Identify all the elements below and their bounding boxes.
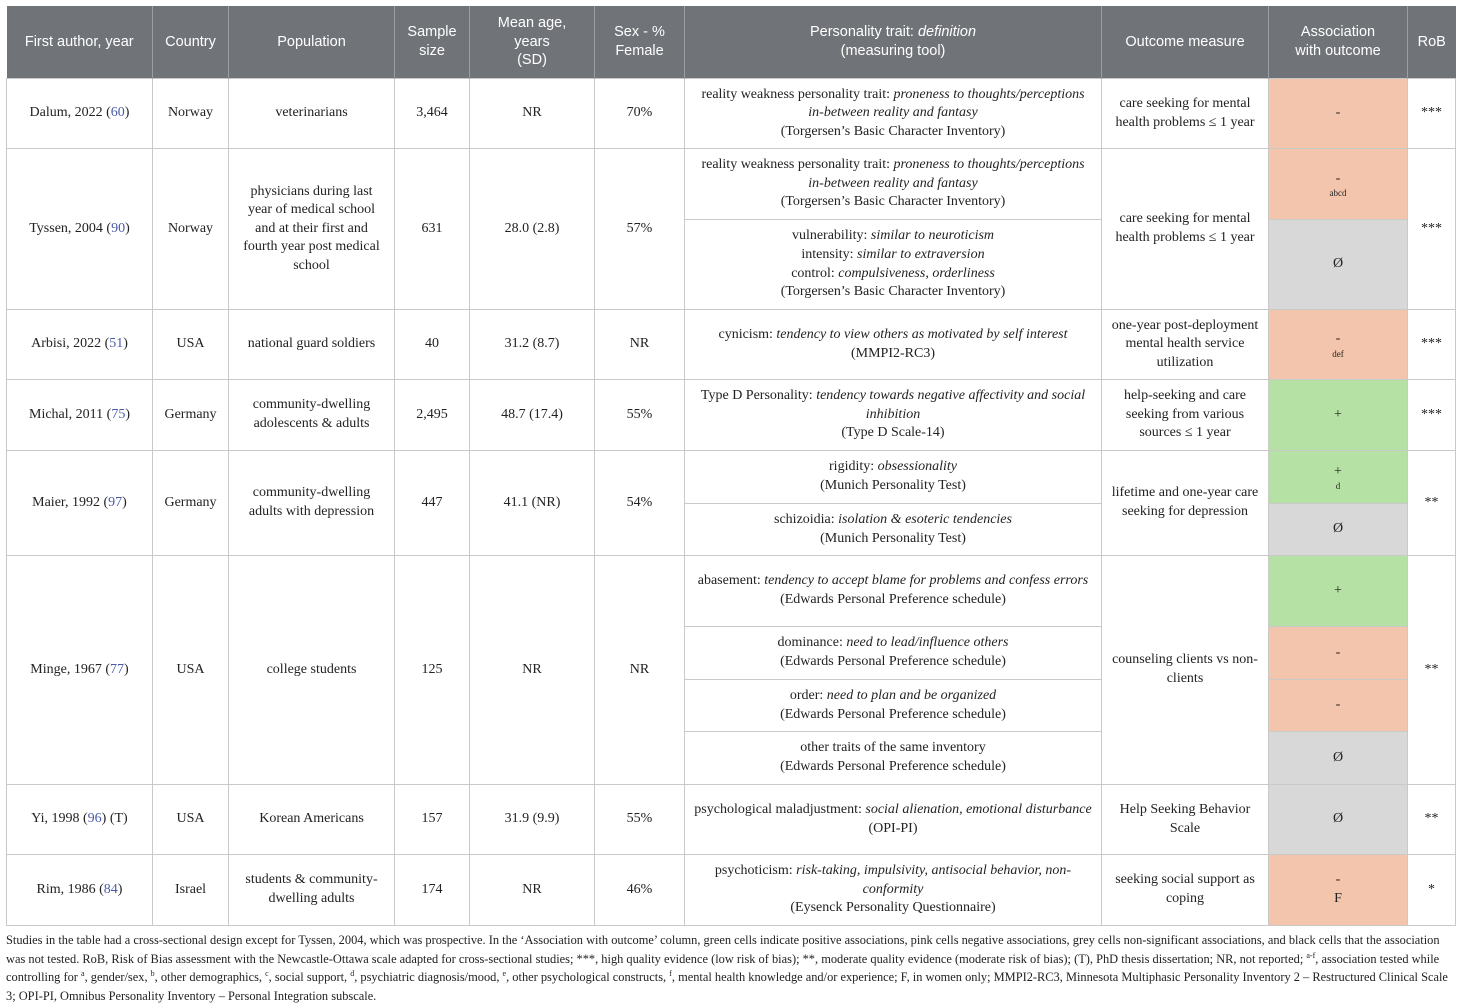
header-assoc-line-2: with outcome [1295, 43, 1381, 59]
trait-tool: (MMPI2-RC3) [850, 345, 935, 361]
author-suffix: ) [124, 661, 129, 677]
cell-outcome: seeking social support as coping [1102, 855, 1269, 926]
header-row [7, 6, 1456, 79]
cell-country: Norway [153, 79, 229, 149]
association-symbol: Ø [1332, 811, 1344, 827]
cell-association [1269, 380, 1408, 451]
cell-age: 31.9 (9.9) [470, 785, 595, 855]
cell-trait [685, 380, 1102, 451]
footnote-superscript: b [150, 969, 155, 979]
association-symbol: - [1335, 331, 1341, 347]
footnote-superscript: c [265, 969, 269, 979]
cell-sample: 3,464 [395, 79, 470, 149]
trait-name: psychoticism: [714, 863, 797, 879]
trait-tool: (OPI-PI) [868, 820, 918, 836]
table-row [7, 79, 1456, 149]
association-symbol: - [1335, 105, 1341, 121]
trait-name: rigidity: [829, 459, 878, 475]
cell-population: students & community-dwelling adults [229, 855, 395, 926]
trait-line [693, 387, 1093, 424]
cell-age: 31.2 (8.7) [470, 310, 595, 380]
trait-line [693, 326, 1093, 345]
cell-country: Germany [153, 451, 229, 556]
association-symbol: + [1334, 406, 1342, 422]
association-note: F [1334, 891, 1342, 906]
trait-tool: (Munich Personality Test) [820, 478, 966, 493]
cell-association [1269, 627, 1408, 680]
reference-number: 84 [103, 881, 118, 897]
cell-sex: 57% [595, 149, 685, 310]
trait-definition: similar to extraversion [857, 246, 985, 262]
table-row [7, 310, 1456, 380]
cell-sample: 2,495 [395, 380, 470, 451]
cell-trait [685, 627, 1102, 680]
footnote-superscript: a-f [1306, 950, 1316, 960]
author-suffix: ) [125, 220, 130, 236]
cell-outcome: one-year post-deployment mental health service utilization [1102, 310, 1269, 380]
cell-rob: ** [1408, 451, 1456, 556]
cell-trait [685, 504, 1102, 556]
cell-population: college students [229, 556, 395, 785]
trait-name: order: [789, 687, 827, 703]
trait-tool: (Munich Personality Test) [820, 530, 966, 546]
cell-author [7, 855, 153, 926]
cell-rob: *** [1408, 380, 1456, 451]
header-sample-line-2: size [419, 43, 445, 59]
cell-trait [685, 732, 1102, 785]
table-row [7, 855, 1456, 926]
trait-definition: similar to neuroticism [870, 228, 995, 244]
association-symbol: - [1335, 872, 1341, 888]
author-suffix: ) [123, 336, 128, 352]
association-symbol: - [1335, 697, 1341, 713]
header-trait [685, 6, 1102, 79]
reference-number: 97 [108, 494, 123, 510]
author-text: Minge, 1967 ( [30, 661, 111, 677]
cell-trait [685, 310, 1102, 380]
trait-definition: tendency towards negative affectivity and social inhibition [816, 388, 1086, 422]
trait-line [693, 265, 1093, 284]
cell-outcome: care seeking for mental health problems ≤ 1 year [1102, 149, 1269, 310]
cell-author [7, 380, 153, 451]
trait-tool: (Edwards Personal Preference schedule) [780, 706, 1006, 722]
cell-age: NR [470, 556, 595, 785]
header-sex-line-1: Sex - % [614, 24, 665, 41]
trait-definition: tendency to accept blame for problems and confess errors [764, 573, 1089, 589]
cell-sex: NR [595, 556, 685, 785]
cell-trait [685, 79, 1102, 149]
trait-definition: proneness to thoughts/perceptions in-between reality and fantasy [808, 157, 1085, 191]
cell-association [1269, 732, 1408, 785]
cell-outcome: Help Seeking Behavior Scale [1102, 785, 1269, 855]
cell-rob: * [1408, 855, 1456, 926]
cell-association [1269, 149, 1408, 220]
trait-name: cynicism: [718, 326, 777, 342]
trait-line [693, 246, 1093, 265]
cell-sample: 174 [395, 855, 470, 926]
reference-number: 77 [110, 661, 125, 677]
header-association [1269, 6, 1408, 79]
trait-definition: proneness to thoughts/perceptions in-between reality and fantasy [808, 86, 1085, 121]
cell-age: NR [470, 855, 595, 926]
trait-definition: isolation & esoteric tendencies [838, 511, 1012, 527]
table-row [7, 149, 1456, 220]
cell-author [7, 451, 153, 556]
association-note: abcd [1329, 188, 1347, 199]
footnote-superscript: f [669, 969, 672, 979]
association-note: d [1335, 481, 1341, 492]
trait-name: control: [791, 265, 839, 281]
header-sex-line-2: Female [615, 43, 664, 59]
cell-outcome: help-seeking and care seeking from various sources ≤ 1 year [1102, 380, 1269, 451]
cell-population: community-dwelling adolescents & adults [229, 380, 395, 451]
trait-line [693, 458, 1093, 477]
cell-association [1269, 504, 1408, 556]
trait-tool: (Torgersen’s Basic Character Inventory) [780, 194, 1006, 210]
trait-line [693, 801, 1093, 820]
cell-population: community-dwelling adults with depression [229, 451, 395, 556]
footnote-text: , other psychological constructs, [506, 970, 670, 985]
cell-country: Israel [153, 855, 229, 926]
header-trait-sub: (measuring tool) [840, 43, 946, 59]
trait-name: psychological maladjustment: [694, 801, 866, 817]
cell-outcome: lifetime and one-year care seeking for depression [1102, 451, 1269, 556]
table-footnote [6, 931, 1455, 1005]
cell-sample: 40 [395, 310, 470, 380]
trait-line [693, 739, 1093, 758]
trait-name: vulnerability: [791, 228, 871, 244]
table-row [7, 380, 1456, 451]
trait-tool: (Eysenck Personality Questionnaire) [790, 900, 996, 916]
footnote-text: , psychiatric diagnosis/mood, [354, 970, 503, 985]
cell-population: physicians during last year of medical school and at their first and fourth year post medical school [229, 149, 395, 310]
cell-sex: 54% [595, 451, 685, 556]
cell-trait [685, 855, 1102, 926]
cell-population: veterinarians [229, 79, 395, 149]
table-row [7, 451, 1456, 504]
footnote-text: , other demographics, [154, 970, 266, 985]
trait-name: Type D Personality: [700, 388, 817, 404]
header-rob: RoB [1408, 6, 1456, 79]
association-symbol: - [1335, 644, 1341, 660]
header-age-line-3: (SD) [517, 52, 547, 69]
association-symbol: + [1334, 463, 1342, 479]
cell-sex: 46% [595, 855, 685, 926]
header-sample-line-1: Sample [407, 24, 457, 41]
cell-country: Germany [153, 380, 229, 451]
header-author: First author, year [7, 6, 153, 79]
cell-sample: 447 [395, 451, 470, 556]
trait-name: reality weakness personality trait: [701, 157, 894, 173]
trait-definition: social alienation, emotional disturbance [865, 801, 1092, 817]
cell-sample: 157 [395, 785, 470, 855]
cell-trait [685, 451, 1102, 504]
association-note: def [1332, 348, 1344, 359]
header-age-line-1: Mean age, [497, 15, 567, 32]
trait-name: intensity: [801, 246, 858, 262]
cell-sex: NR [595, 310, 685, 380]
header-country: Country [153, 6, 229, 79]
author-text: Michal, 2011 ( [29, 406, 112, 422]
header-mean-age [470, 6, 595, 79]
header-population: Population [229, 6, 395, 79]
reference-number: 60 [110, 105, 125, 121]
trait-line [693, 572, 1093, 591]
table-row [7, 556, 1456, 627]
trait-name: schizoidia: [774, 511, 839, 527]
cell-age: NR [470, 79, 595, 149]
trait-name: other traits of the same inventory [800, 740, 986, 756]
cell-author [7, 310, 153, 380]
reference-number: 90 [111, 220, 126, 236]
author-text: Rim, 1986 ( [36, 881, 104, 897]
trait-definition: risk-taking, impulsivity, antisocial behavior, non-conformity [796, 863, 1072, 897]
trait-name: reality weakness personality trait: [701, 86, 894, 102]
cell-trait [685, 149, 1102, 220]
footnote-text: Studies in the table had a cross-sectional design except for Tyssen, 2004, which was prospective. In the ‘Association with outcome’ column, green cells indicate positive associations, pink cells negative associations, grey cells non-significant associations, and black cells that the association was not tested. RoB, Risk of Bias assessment with the Newcastle-Ottawa scale adapted for cross-sectional studies; ***, high quality evidence (low risk of bias); **, moderate quality evidence (moderate risk of bias); (T), PhD thesis dissertation; NR, not reported; [6, 933, 1440, 966]
cell-association [1269, 451, 1408, 504]
trait-line [693, 634, 1093, 653]
author-text: Yi, 1998 ( [31, 811, 88, 827]
cell-outcome: care seeking for mental health problems ≤ 1 year [1102, 79, 1269, 149]
cell-association [1269, 79, 1408, 149]
footnote-text: , gender/sex, [84, 970, 151, 985]
author-suffix: ) (T) [101, 811, 128, 827]
cell-association [1269, 556, 1408, 627]
trait-line [693, 227, 1093, 246]
association-symbol: Ø [1332, 749, 1344, 765]
trait-definition: obsessionality [877, 459, 957, 475]
trait-line [693, 687, 1093, 706]
cell-author [7, 79, 153, 149]
footnote-superscript: a [81, 969, 85, 979]
cell-sex: 55% [595, 380, 685, 451]
cell-author [7, 149, 153, 310]
cell-age: 28.0 (2.8) [470, 149, 595, 310]
author-suffix: ) [122, 494, 127, 510]
author-text: Tyssen, 2004 ( [29, 220, 112, 236]
cell-sample: 125 [395, 556, 470, 785]
reference-number: 96 [87, 811, 102, 827]
cell-author [7, 556, 153, 785]
cell-trait [685, 556, 1102, 627]
cell-sample: 631 [395, 149, 470, 310]
trait-tool: (Torgersen’s Basic Character Inventory) [780, 123, 1006, 139]
header-trait-label: Personality trait: [809, 24, 918, 41]
association-symbol: Ø [1332, 521, 1344, 537]
trait-name: abasement: [697, 573, 765, 589]
trait-tool: (Edwards Personal Preference schedule) [780, 759, 1006, 774]
author-text: Arbisi, 2022 ( [31, 336, 110, 352]
cell-trait [685, 785, 1102, 855]
header-assoc-line-1: Association [1300, 24, 1376, 41]
header-trait-italic: definition [917, 24, 977, 41]
trait-definition: tendency to view others as motivated by self interest [776, 326, 1068, 342]
cell-association [1269, 310, 1408, 380]
table-row [7, 785, 1456, 855]
cell-association [1269, 855, 1408, 926]
header-sample-size [395, 6, 470, 79]
author-suffix: ) [124, 105, 130, 121]
cell-rob: *** [1408, 79, 1456, 149]
cell-rob: ** [1408, 556, 1456, 785]
cell-outcome: counseling clients vs non-clients [1102, 556, 1269, 785]
trait-definition: compulsiveness, orderliness [838, 265, 995, 281]
cell-rob: *** [1408, 149, 1456, 310]
trait-line [693, 511, 1093, 530]
trait-definition: need to plan and be organized [826, 687, 997, 703]
trait-definition: need to lead/influence others [846, 635, 1009, 651]
footnote-superscript: d [350, 969, 355, 979]
trait-tool: (Type D Scale-14) [841, 425, 945, 441]
cell-association [1269, 220, 1408, 310]
cell-association [1269, 785, 1408, 855]
association-symbol: + [1334, 582, 1342, 598]
footnote-text: , association tested while controlling for [6, 951, 1440, 985]
cell-association [1269, 680, 1408, 732]
association-symbol: - [1335, 170, 1341, 186]
cell-population: national guard soldiers [229, 310, 395, 380]
footnote-superscript: e [502, 969, 507, 979]
trait-tool: (Edwards Personal Preference schedule) [780, 592, 1006, 607]
cell-rob: ** [1408, 785, 1456, 855]
trait-line [693, 156, 1093, 193]
cell-trait [685, 220, 1102, 310]
trait-tool: (Edwards Personal Preference schedule) [780, 654, 1006, 669]
cell-author [7, 785, 153, 855]
reference-number: 75 [111, 406, 126, 422]
header-sex [595, 6, 685, 79]
trait-line [693, 86, 1093, 123]
author-text: Maier, 1992 ( [32, 494, 109, 510]
trait-name: dominance: [777, 635, 847, 651]
cell-country: Norway [153, 149, 229, 310]
footnote-text: , mental health knowledge and/or experience; F, in women only; MMPI2-RC3, Minnesota Multiphasic Personality Inventory 2 – Restructured Clinical Scale 3; OPI-PI, Omnibus Personality Inventory – Personal Integration subscale. [6, 970, 1448, 1003]
association-symbol: Ø [1332, 256, 1344, 272]
cell-population: Korean Americans [229, 785, 395, 855]
cell-trait [685, 680, 1102, 732]
footnote-text: , social support, [268, 970, 351, 985]
cell-country: USA [153, 310, 229, 380]
studies-table [6, 6, 1456, 926]
table-header [7, 6, 1456, 79]
trait-tool: (Torgersen’s Basic Character Inventory) [780, 284, 1006, 300]
trait-line [693, 862, 1093, 899]
header-age-line-2: years [514, 33, 550, 50]
header-outcome: Outcome measure [1102, 6, 1269, 79]
cell-rob: *** [1408, 310, 1456, 380]
cell-age: 41.1 (NR) [470, 451, 595, 556]
cell-sex: 55% [595, 785, 685, 855]
cell-age: 48.7 (17.4) [470, 380, 595, 451]
cell-country: USA [153, 556, 229, 785]
table-body [7, 79, 1456, 926]
reference-number: 51 [109, 336, 124, 352]
cell-country: USA [153, 785, 229, 855]
author-suffix: ) [117, 881, 123, 897]
author-text: Dalum, 2022 ( [29, 105, 111, 121]
cell-sex: 70% [595, 79, 685, 149]
author-suffix: ) [125, 406, 130, 422]
